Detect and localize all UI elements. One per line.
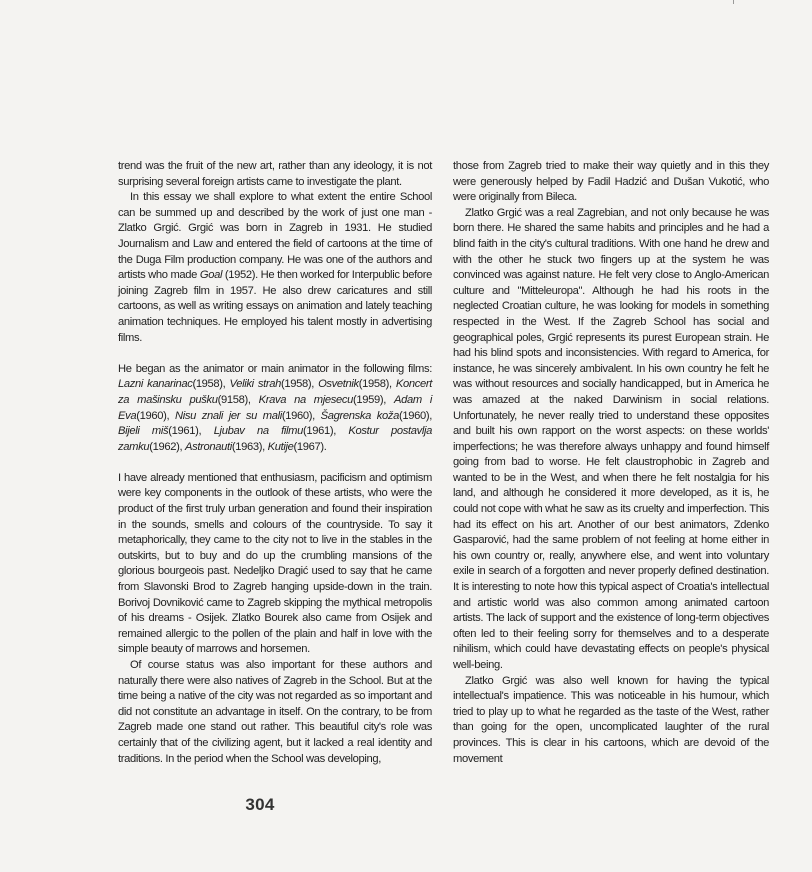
film-title: Kutije — [267, 440, 294, 453]
film-title: Koncert za mašinsku pušku — [118, 378, 432, 406]
film-title: Šagrenska koža — [320, 409, 399, 422]
text-run: (1952). He then worked for Interpublic before joining Zagreb film in 1957. He also drew caricatures and still cartoons, as well as writing essays on animation and lately teaching animation techniques. He employed his talent mostly in advertising films. — [118, 269, 432, 344]
film-title: Bijeli miš — [118, 425, 169, 438]
paragraph: trend was the fruit of the new art, rather than any ideology, it is not surprising several foreign artists came to investigate the plant. — [118, 160, 432, 188]
paragraph: I have already mentioned that enthusiasm, pacificism and optimism were key components in the outlook of these artists, who were the product of the first truly urban generation and found their inspiration in the sounds, smells and colours of the countryside. To say it metaphorically, they came to the city not to live in the stables in the outskirts, but to buy and do up the crumbling mansions of the glorious bourgeois past. Nedeljko Dragić used to say that he came from Slavonski Brod to Zagreb hanging upside-down in the train. Borivoj Dovniković came to Zagreb skipping the mythical metropolis of his dreams - Osijek. Zlatko Bourek also came from Osijek and remained allergic to the pollen of the plain and half in love with the simple beauty of marrows and horsemen. — [118, 471, 432, 656]
film-year: (1962), — [149, 440, 183, 453]
film-title: Goal — [199, 269, 223, 282]
film-title: Adam i Eva — [118, 393, 432, 422]
film-year: (1958), — [358, 378, 392, 391]
film-title: Osvetnik — [318, 378, 359, 391]
film-title: Kostur postavlja zamku — [118, 425, 433, 453]
paragraph: Zlatko Grgić was also well known for having the typical intellectual's impatience. This was noticeable in his humour, which tried to play up to what he regarded as the taste of the West, rather than going for the open, uncomplicated laughter of the rural provinces. This is clear in his cartoons, which are devoid of the movement — [453, 674, 769, 765]
film-year: (1963), — [231, 440, 265, 453]
paragraph — [118, 190, 432, 346]
film-year: (1960), — [281, 409, 315, 422]
corner-mark — [733, 0, 734, 4]
film-year: (1961), — [302, 425, 336, 438]
film-title: Krava na mjesecu — [258, 393, 354, 406]
film-title: Veliki strah — [229, 378, 281, 391]
text-run: In this essay we shall explore to what extent the entire School can be summed up and described by the work of just one man - Zlatko Grgić. Grgić was born in Zagreb in 1931. He studied Journalism and Law and entered the field of cartoons at the time of the Duga Film production company. He was one of the authors and artists who made — [118, 191, 432, 282]
film-year: (1958), — [192, 378, 226, 391]
film-title: Astronauti — [184, 440, 232, 453]
text-run: He began as the animator or main animator in the following films: — [118, 362, 432, 375]
paragraph: those from Zagreb tried to make their way quietly and in this they were generously helped by Fadil Hadzić and Dušan Vukotić, who were originally from Bileca. — [453, 160, 769, 204]
left-text-column — [118, 159, 432, 767]
film-title: Nisu znali jer su mali — [175, 409, 282, 422]
page-number: 304 — [245, 795, 275, 814]
film-title: Lazni kanarinac — [118, 378, 193, 391]
paragraph — [118, 362, 432, 456]
film-year: (1958), — [280, 378, 314, 391]
filmography-list — [118, 378, 432, 452]
film-year: (9158), — [217, 393, 251, 406]
paragraph: Zlatko Grgić was a real Zagrebian, and not only because he was born there. He shared the same habits and principles and he had a blind faith in the city's cultural traditions. With one hand he drew and with the other he stuck two fingers up at the system he was convinced was against nature. He felt very close to Anglo-American culture and "Mitteleuropa". Although he had his roots in the neglected Croatian culture, he was looking for models in something respected in the West. If the Zagreb School has social and geographical poles, Grgić represents its purest European strain. He had his blind spots and inconsistencies. With regard to America, for instance, he was sincerely ambivalent. In his own country he felt he was without resources and socially handicapped, but in America he was amazed at the naked Darwinism in social relations. Unfortunately, he never really tried to understand these opposites and built his own rapport on the worst aspects: on these worlds' imperfections; he was therefore always unhappy and found himself going from bad to worse. He felt claustrophobic in Zagreb and wanted to be in the West, and when there he felt nostalgia for his land, and although he considered it more developed, as it is, he could not cope with what he saw as its cruelty and imperfection. This had its effect on his art. Another of our best animators, Zdenko Gasparović, had the same problem of not feeling at home either in his own country or, really, anywhere else, and went into voluntary exile in search of a forgotten and never properly defined destination. It is interesting to note how this typical aspect of Croatia's intellectual and artistic world was also common among animated cartoon artists. The lack of support and the existence of long-term objectives often led to their feeling sorry for themselves and to a desperate nihilism, which could have devastating effects on people's physical well-being. — [453, 206, 769, 671]
film-year: (1960), — [399, 409, 432, 422]
right-text-column — [453, 159, 769, 767]
film-year: (1961), — [168, 425, 202, 438]
film-year: (1960), — [136, 409, 170, 422]
paragraph: Of course status was also important for these authors and naturally there were also natives of Zagreb in the School. But at the time being a native of the city was not regarded as so important and did not constitute an advantage in itself. On the contrary, to be from Zagreb made one stand out rather. This beautiful city's role was certainly that of the civilizing agent, but it lacked a real identity and traditions. In the period when the School was developing, — [118, 659, 432, 765]
film-title: Ljubav na filmu — [213, 425, 303, 438]
film-year: (1967). — [293, 440, 327, 453]
film-year: (1959), — [353, 393, 387, 406]
